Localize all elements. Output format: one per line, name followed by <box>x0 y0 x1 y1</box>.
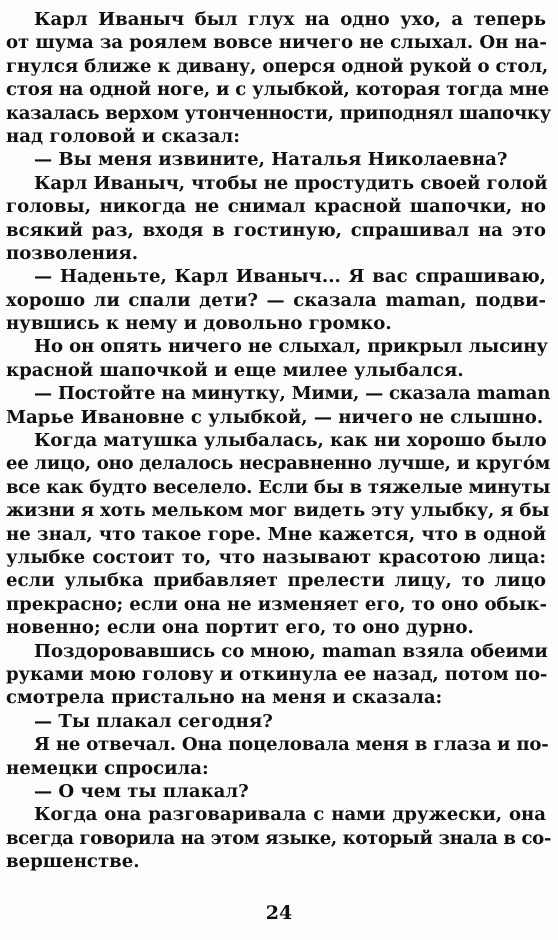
text-line: — Постойте на минутку, Мими, — сказала maman <box>34 383 551 405</box>
text-line: Карл Иваныч, чтобы не простудить своей голой <box>34 172 548 194</box>
text-line: стоя на одной ноге, и с улыбкой, которая тогда мне <box>6 79 549 101</box>
text-line: — О чем ты плакал? <box>34 780 249 802</box>
text-line: новенно; если она портит его, то оно дурно. <box>6 617 474 639</box>
text-line: нувшись к нему и довольно громко. <box>6 313 392 335</box>
text-line: — Вы меня извините, Наталья Николаевна? <box>34 149 508 171</box>
text-line: над головой и сказал: <box>6 125 240 147</box>
text-line: Но он опять ничего не слыхал, прикрыл лысину <box>34 336 548 358</box>
text-line: все как будто веселело. Если бы в тяжелые минуты <box>6 476 551 498</box>
text-line: немецки спросила: <box>6 757 209 779</box>
text-line: Когда она разговаривала с нами дружески, она <box>34 804 546 826</box>
body-text <box>6 8 551 873</box>
text-line: хорошо ли спали дети? — сказала maman, подви- <box>6 289 546 311</box>
text-line: — Ты плакал сегодня? <box>34 710 273 732</box>
text-line: — Наденьте, Карл Иваныч... Я вас спрашиваю, <box>34 266 546 288</box>
text-line: не знал, что такое горе. Мне кажется, что в одной <box>6 523 546 545</box>
text-line: от шума за роялем вовсе ничего не слыхал. Он на- <box>6 32 547 54</box>
text-line: улыбке состоит то, что называют красотою лица: <box>6 546 546 568</box>
text-line: ее лицо, оно делалось несравненно лучше, и кругóм <box>6 453 551 475</box>
text-line: Когда матушка улыбалась, как ни хорошо было <box>34 430 547 452</box>
text-line: прекрасно; если она не изменяет его, то оно обык- <box>6 593 547 615</box>
text-line: Карл Иваныч был глух на одно ухо, а теперь <box>34 9 546 30</box>
text-line: головы, никогда не снимал красной шапочки, но <box>6 196 546 218</box>
text-line: Поздоровавшись со мною, maman взяла обеими <box>34 640 548 662</box>
text-line: всякий раз, входя в гостиную, спрашивал на это <box>6 219 546 241</box>
text-line: вершенстве. <box>6 851 140 873</box>
text-line: красной шапочкой и еще милее улыбался. <box>6 359 464 381</box>
text-line: руками мою голову и откинула ее назад, потом по- <box>6 663 548 685</box>
text-line: жизни я хоть мельком мог видеть эту улыбку, я бы <box>6 500 550 522</box>
text-line: смотрела пристально на меня и сказала: <box>6 687 443 709</box>
text-line: всегда говорила на этом языке, который знала в со- <box>6 827 551 849</box>
text-line: Марье Ивановне с улыбкой, — ничего не слышно. <box>6 406 544 428</box>
text-line: гнулся ближе к дивану, оперся одной рукой о стол, <box>6 55 549 77</box>
text-line: позволения. <box>6 242 139 264</box>
text-line: казалась верхом утонченности, приподнял шапочку <box>6 102 551 124</box>
page-number: 24 <box>265 902 293 924</box>
text-line: Я не отвечал. Она поцеловала меня в глаза и по- <box>34 734 549 756</box>
text-line: если улыбка прибавляет прелести лицу, то лицо <box>6 570 546 592</box>
